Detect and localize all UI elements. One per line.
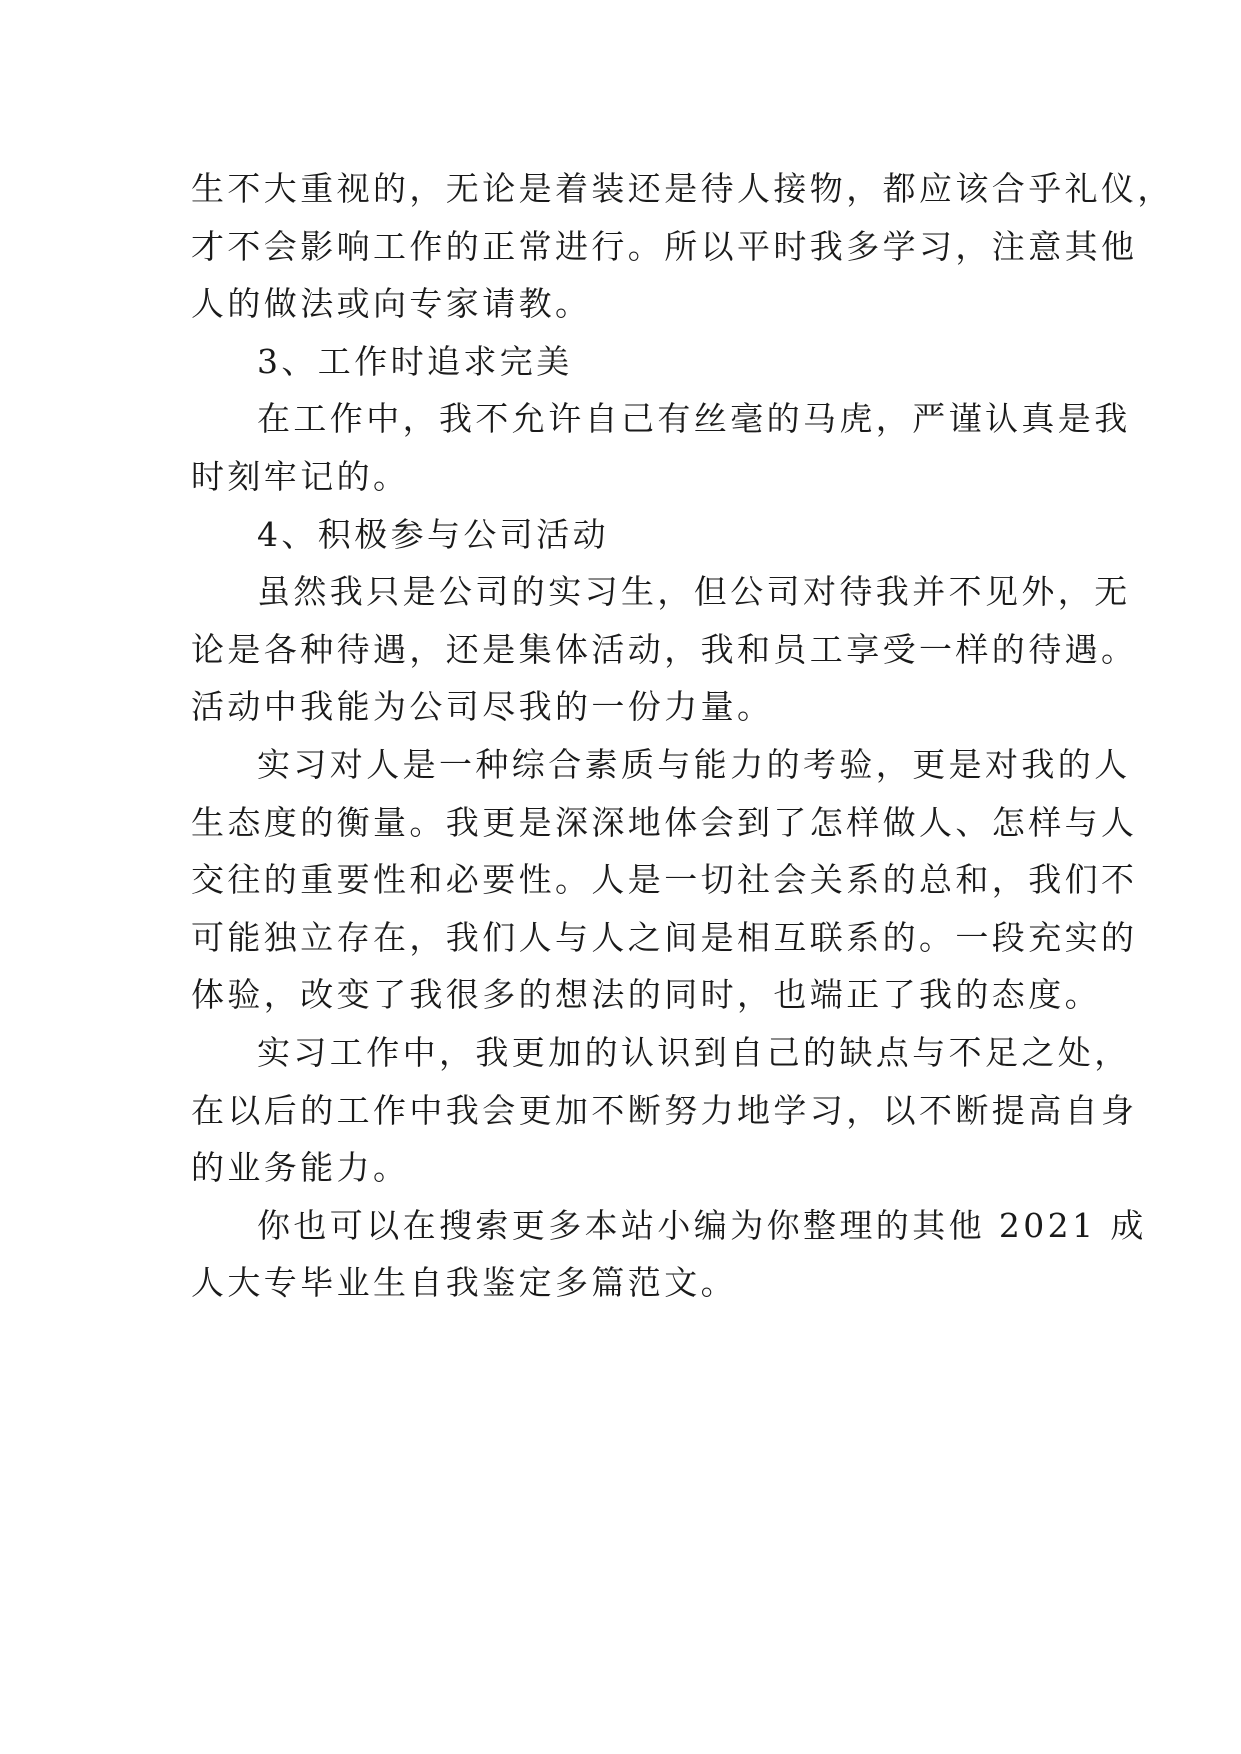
text-line-11: 实习对人是一种综合素质与能力的考验，更是对我的人 xyxy=(257,744,1131,784)
text-line-19: 你也可以在搜索更多本站小编为你整理的其他 2021 成 xyxy=(257,1205,1147,1245)
text-line-13: 交往的重要性和必要性。人是一切社会关系的总和，我们不 xyxy=(191,860,1138,900)
text-line-12: 生态度的衡量。我更是深深地体会到了怎样做人、怎样与人 xyxy=(191,802,1138,842)
text-line-8: 虽然我只是公司的实习生，但公司对待我并不见外，无 xyxy=(257,572,1131,612)
text-line-10: 活动中我能为公司尽我的一份力量。 xyxy=(191,687,774,727)
text-line-17: 在以后的工作中我会更加不断努力地学习，以不断提高自身 xyxy=(191,1090,1138,1130)
text-line-9: 论是各种待遇，还是集体活动，我和员工享受一样的待遇。 xyxy=(191,629,1138,669)
text-line-3: 人的做法或向专家请教。 xyxy=(191,284,592,324)
text-line-1: 生不大重视的，无论是着装还是待人接物，都应该合乎礼仪， xyxy=(191,169,1174,208)
text-line-5: 在工作中，我不允许自己有丝毫的马虎，严谨认真是我 xyxy=(257,399,1131,439)
document-body xyxy=(191,160,1174,1312)
text-line-16: 实习工作中，我更加的认识到自己的缺点与不足之处， xyxy=(257,1032,1131,1072)
text-line-14: 可能独立存在，我们人与人之间是相互联系的。一段充实的 xyxy=(191,917,1138,957)
text-line-20: 人大专毕业生自我鉴定多篇范文。 xyxy=(191,1263,737,1303)
text-line-15: 体验，改变了我很多的想法的同时，也端正了我的态度。 xyxy=(191,975,1101,1015)
text-line-2: 才不会影响工作的正常进行。所以平时我多学习，注意其他 xyxy=(191,226,1138,266)
section-heading-3: 3、工作时追求完美 xyxy=(257,341,573,381)
text-line-18: 的业务能力。 xyxy=(191,1148,410,1188)
text-line-6: 时刻牢记的。 xyxy=(191,456,410,496)
section-heading-4: 4、积极参与公司活动 xyxy=(257,514,609,554)
